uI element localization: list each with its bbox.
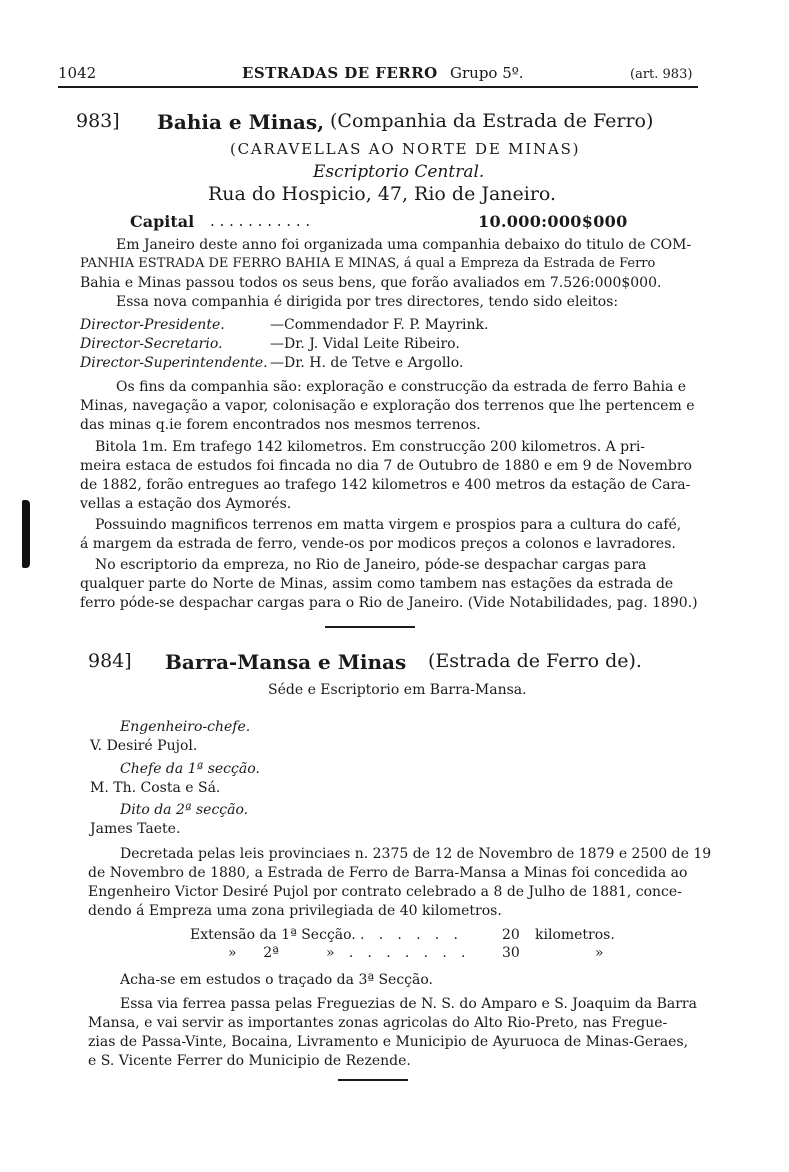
- director-role: Director-Secretario.: [80, 336, 223, 352]
- extension-value: 20: [502, 927, 520, 943]
- entry-983-company-desc: (Companhia da Estrada de Ferro): [330, 110, 654, 132]
- para4-line: á margem da estrada de ferro, vende-os por modicos preços a colonos e lavradores.: [80, 536, 676, 552]
- header-rule: [58, 86, 698, 88]
- para5-line: No escriptorio da empreza, no Rio de Janeiro, póde-se despachar cargas para: [95, 557, 647, 573]
- entry-984-company-name: Barra-Mansa e Minas: [165, 650, 407, 674]
- entry-984-seat: Séde e Escriptorio em Barra-Mansa.: [268, 682, 527, 698]
- section-divider: [325, 626, 415, 628]
- entry-983-route: (CARAVELLAS AO NORTE DE MINAS): [230, 140, 581, 158]
- para3-line: de 1882, forão entregues ao trafego 142 kilometros e 400 metros da estação de Cara-: [80, 477, 691, 493]
- para5-line: qualquer parte do Norte de Minas, assim como tambem nas estações da estrada de: [80, 576, 674, 592]
- para-decree-line: Engenheiro Victor Desiré Pujol por contrato celebrado a 8 de Julho de 1881, conce-: [88, 884, 682, 900]
- para-route-line: Mansa, e vai servir as importantes zonas agricolas do Alto Rio-Preto, nas Fregue-: [88, 1015, 668, 1031]
- extension-label: » 2ª: [228, 945, 279, 961]
- end-divider: [338, 1079, 408, 1081]
- staff-role: Chefe da 1ª secção.: [120, 761, 260, 777]
- para-study: Acha-se em estudos o traçado da 3ª Secção.: [120, 972, 433, 988]
- para-route-line: zias de Passa-Vinte, Bocaina, Livramento e Municipio de Ayuruoca de Minas-Geraes,: [88, 1034, 689, 1050]
- director-name: —Commendador F. P. Mayrink.: [270, 317, 489, 333]
- para1-line: Bahia e Minas passou todos os seus bens, que forão avaliados em 7.526:000$000.: [80, 275, 662, 291]
- entry-983-address: Rua do Hospicio, 47, Rio de Janeiro.: [208, 183, 557, 205]
- entry-984-company-desc: (Estrada de Ferro de).: [428, 650, 642, 672]
- entry-983-company-name: Bahia e Minas,: [157, 110, 325, 134]
- para1-line: PANHIA ESTRADA DE FERRO BAHIA E MINAS, á qual a Empreza da Estrada de Ferro: [80, 256, 656, 271]
- binding-mark: [22, 500, 30, 568]
- para-decree-line: Decretada pelas leis provinciaes n. 2375 de 12 de Novembro de 1879 e 2500 de 19: [120, 846, 712, 862]
- extension-unit: »: [595, 945, 604, 961]
- para2-line: Minas, navegação a vapor, colonisação e exploração dos terrenos que lhe pertencem e: [80, 398, 695, 414]
- para3-line: meira estaca de estudos foi fincada no dia 7 de Outubro de 1880 e em 9 de Novembro: [80, 458, 692, 474]
- capital-dots: . . . . . . . . . . .: [210, 212, 311, 230]
- para-decree-line: dendo á Empreza uma zona privilegiada de 40 kilometros.: [88, 903, 502, 919]
- para4-line: Possuindo magnificos terrenos em matta virgem e prospios para a cultura do café,: [95, 517, 682, 533]
- director-name: —Dr. H. de Tetve e Argollo.: [270, 355, 464, 371]
- entry-984-number: 984]: [88, 650, 132, 672]
- article-ref: (art. 983): [630, 67, 693, 82]
- capital-value: 10.000:000$000: [478, 212, 628, 231]
- capital-label: Capital: [130, 212, 195, 231]
- para-route-line: Essa via ferrea passa pelas Freguezias de N. S. do Amparo e S. Joaquim da Barra: [120, 996, 697, 1012]
- para5-line: ferro póde-se despachar cargas para o Rio de Janeiro. (Vide Notabilidades, pag. 1890.): [80, 595, 698, 611]
- para-route-line: e S. Vicente Ferrer do Municipio de Rezende.: [88, 1053, 411, 1069]
- para2-line: das minas q.ie forem encontrados nos mesmos terrenos.: [80, 417, 481, 433]
- entry-983-office-label: Escriptorio Central.: [313, 162, 485, 182]
- para2-line: Os fins da companhia são: exploração e construcção da estrada de ferro Bahia e: [116, 379, 687, 395]
- para1-line: Em Janeiro deste anno foi organizada uma companhia debaixo do titulo de COM-: [116, 237, 692, 253]
- extension-unit: kilometros.: [535, 927, 615, 943]
- para3-line: vellas a estação dos Aymorés.: [80, 496, 292, 512]
- extension-value: 30: [502, 945, 520, 961]
- page-number: 1042: [58, 64, 97, 82]
- director-name: —Dr. J. Vidal Leite Ribeiro.: [270, 336, 460, 352]
- staff-role: Dito da 2ª secção.: [120, 802, 249, 818]
- extension-dots: » . . . . . . .: [326, 945, 471, 961]
- group-label: Grupo 5º.: [450, 64, 524, 82]
- para3-line: Bitola 1m. Em trafego 142 kilometros. Em construcção 200 kilometros. A pri-: [95, 439, 646, 455]
- para-decree-line: de Novembro de 1880, a Estrada de Ferro de Barra-Mansa a Minas foi concedida ao: [88, 865, 688, 881]
- para1-line: Essa nova companhia é dirigida por tres directores, tendo sido eleitos:: [116, 294, 619, 310]
- extension-dots: . . . . . .: [360, 927, 463, 943]
- staff-name: M. Th. Costa e Sá.: [90, 780, 221, 796]
- running-title: ESTRADAS DE FERRO: [242, 64, 438, 82]
- entry-983-number: 983]: [76, 110, 120, 132]
- director-role: Director-Presidente.: [80, 317, 225, 333]
- staff-name: James Taete.: [90, 821, 181, 837]
- director-role: Director-Superintendente.: [80, 355, 268, 371]
- staff-role: Engenheiro-chefe.: [120, 719, 251, 735]
- staff-name: V. Desiré Pujol.: [90, 738, 198, 754]
- extension-label: Extensão da 1ª Secção.: [190, 927, 356, 943]
